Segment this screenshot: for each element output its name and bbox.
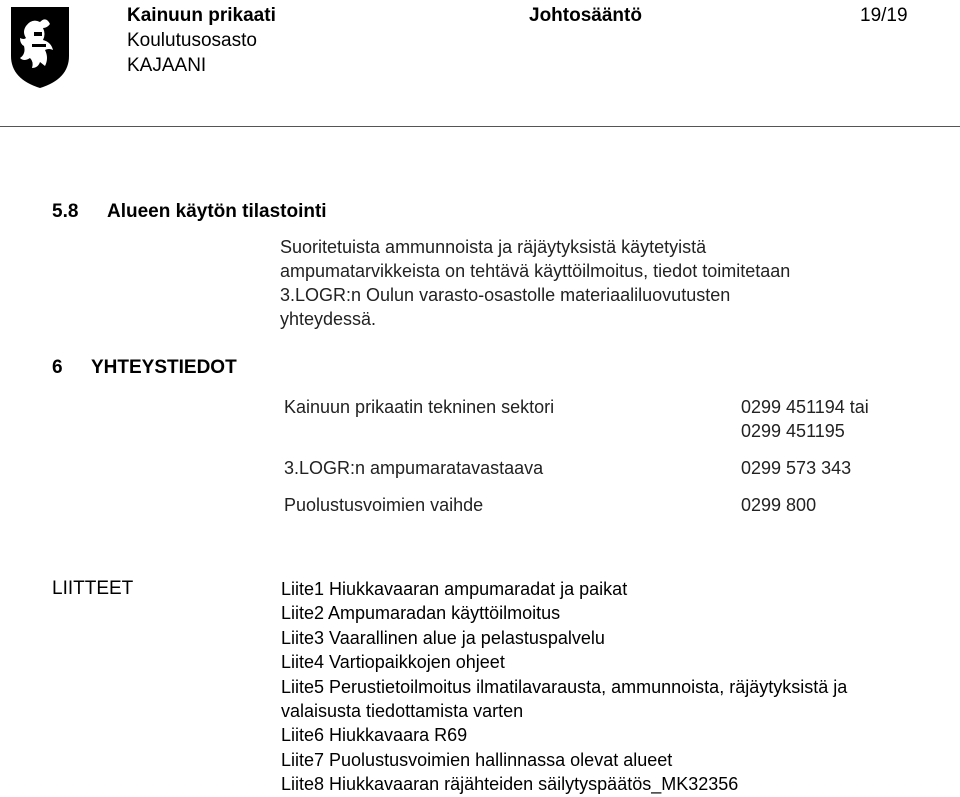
contact-name: Puolustusvoimien vaihde <box>284 495 484 515</box>
contact-phone: 0299 573 343 <box>741 458 852 478</box>
phone-line: 0299 451194 tai <box>741 397 869 417</box>
kainuun-prikaati-lion-emblem <box>8 4 72 90</box>
header-rule <box>0 126 960 127</box>
phone-line: 0299 451195 <box>741 421 845 441</box>
section-5-8-paragraph <box>280 235 790 331</box>
paragraph-line: ampumatarvikkeista on tehtävä käyttöilmoitus, tiedot toimitetaan <box>280 261 791 281</box>
attachment-item: Liite7 Puolustusvoimien hallinnassa olevat alueet <box>281 749 673 770</box>
section-5-8-title: Alueen käytön tilastointi <box>107 201 327 222</box>
attachment-item: Liite4 Vartiopaikkojen ohjeet <box>281 652 505 673</box>
paragraph-line: Suoritetuista ammunnoista ja räjäytyksistä käytetyistä <box>280 237 707 257</box>
attachment-item: Liite8 Hiukkavaaran räjähteiden säilytyspäätös_MK32356 <box>281 774 739 795</box>
attachments-title: LIITTEET <box>52 578 134 599</box>
contact-name: 3.LOGR:n ampumaratavastaava <box>284 458 544 478</box>
section-5-8-number: 5.8 <box>52 201 79 222</box>
section-6-title: YHTEYSTIEDOT <box>91 357 237 378</box>
header-city: KAJAANI <box>127 55 207 76</box>
paragraph-line: yhteydessä. <box>280 309 377 329</box>
header-doc-type: Johtosääntö <box>529 5 642 26</box>
contact-phone <box>741 395 869 443</box>
section-6-number: 6 <box>52 357 63 378</box>
contact-phone: 0299 800 <box>741 495 817 515</box>
paragraph-line: 3.LOGR:n Oulun varasto-osastolle materiaaliluovutusten <box>280 285 731 305</box>
page-number: 19/19 <box>860 5 908 26</box>
contact-name: Kainuun prikaatin tekninen sektori <box>284 397 555 417</box>
attachment-item: Liite5 Perustietoilmoitus ilmatilavarausta, ammunnoista, räjäytyksistä ja <box>281 676 848 697</box>
attachment-item: Liite2 Ampumaradan käyttöilmoitus <box>281 603 561 624</box>
header-unit: Koulutusosasto <box>127 30 257 51</box>
attachment-item: Liite1 Hiukkavaaran ampumaradat ja paikat <box>281 579 628 599</box>
attachment-item: valaisusta tiedottamista varten <box>281 701 524 722</box>
header-org: Kainuun prikaati <box>127 5 276 26</box>
attachment-item: Liite3 Vaarallinen alue ja pelastuspalvelu <box>281 627 605 648</box>
attachment-item: Liite6 Hiukkavaara R69 <box>281 725 468 746</box>
attachments-list <box>281 577 847 797</box>
